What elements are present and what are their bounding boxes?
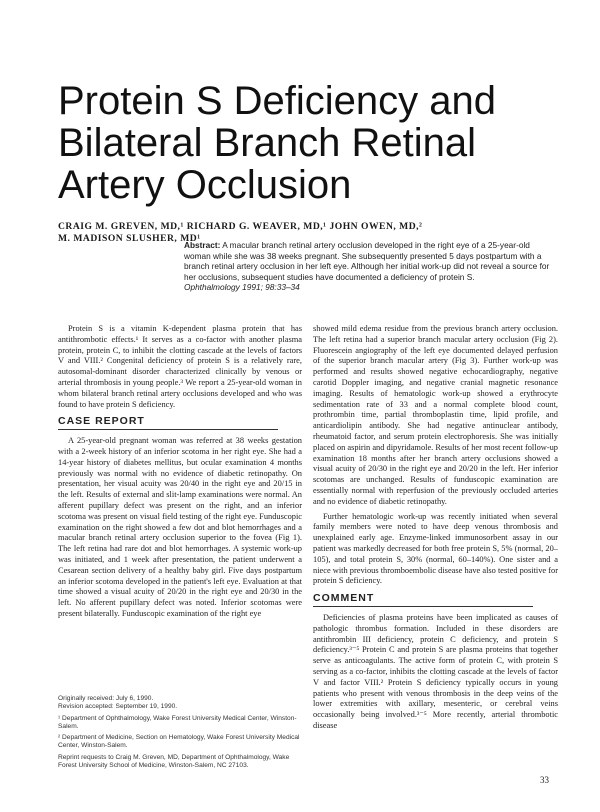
abstract [184, 240, 556, 293]
title-line-2: Bilateral Branch Retinal [58, 121, 476, 165]
title-line-1: Protein S Deficiency and [58, 79, 497, 123]
case-continued-paragraph: showed mild edema residue from the previous branch artery occlusion. The left retina had a superior branch macular artery occlusion (Fig 2). Fluorescein angiography of the left eye documented delayed perfusion of the superior branch macular artery (Fig 3). Further work-up was performed and results showed negative echocardiography, negative carotid Doppler imaging, and negative cranial magnetic resonance imaging. Results of hematologic work-up showed a erythrocyte sedimentation rate of 33 and a normal complete blood count, prothrombin time, partial thromboplastin time, lipid profile, and anticardiolipin antibody. She had negative antinuclear antibody, rheumatoid factor, and serum protein electrophoresis. She was initially placed on aspirin and dipyridamole. Results of her most recent follow-up examination 18 months after her branch artery occlusions showed a visual acuity of 20/30 in the right eye and 20/20 in the left. Her inferior scotomas are unchanged. Results of funduscopic examination are essentially normal with reperfusion of the previously occluded arteries and no evidence of diabetic retinopathy. [313, 324, 558, 506]
further-workup-paragraph: Further hematologic work-up was recently initiated when several family members were noted to have deep venous thrombosis and unexplained early age. Enzyme-linked immunosorbent assay in our patient was markedly decreased for both free protein S, 5% (normal, 20–105), and total protein S, 30% (normal, 60–140%). One sister and a niece with previous thromboembolic disease have also tested positive for protein S deficiency. [313, 511, 558, 586]
abstract-label: Abstract: [184, 240, 221, 250]
comment-paragraph: Deficiencies of plasma proteins have been implicated as causes of pathologic thrombus formation. Included in these disorders are antithrombin III deficiency, protein C deficiency, and protein S deficiency.³⁻⁵ Protein C and protein S are plasma proteins that together serve as anticoagulants. The active form of protein C, with protein S serving as a co-factor, inhibits the clotting cascade at the levels of factor V and factor VIII.² Protein S deficiency typically occurs in young patients who present with venous thrombosis in the deep veins of the lower extremities with axillary, mesenteric, or cerebral veins occasionally being involved.³⁻⁵ More recently, arterial thrombotic disease [313, 612, 558, 730]
abstract-text: A macular branch retinal artery occlusion developed in the right eye of a 25-year-old woman while she was 38 weeks pregnant. She subsequently presented 5 days postpartum with a branch retinal artery occlusion in her left eye. Although her initial work-up did not reveal a source for her occlusions, subsequent studies have documented a deficiency of protein S. [184, 240, 550, 282]
intro-paragraph: Protein S is a vitamin K-dependent plasma protein that has antithrombotic effects.¹ It serves as a co-factor with another plasma protein, protein C, to inhibit the clotting cascade at the levels of factors V and VIII.² Congenital deficiency of protein S is a relatively rare, autosomal-dominant disorder characterized clinically by venous or arterial thrombosis in young people.³ We report a 25-year-old woman in whom bilateral branch retinal artery occlusions developed and who was found to have protein S deficiency. [58, 324, 302, 409]
footnote-affiliation-1: ¹ Department of Ophthalmology, Wake Forest University Medical Center, Winston-Salem. [58, 714, 297, 730]
title-line-3: Artery Occlusion [58, 163, 352, 207]
authors-line-2: M. MADISON SLUSHER, MD¹ [58, 233, 201, 244]
footnote-affiliation-2: ² Department of Medicine, Section on Hematology, Wake Forest University Medical Center, Winston-Salem. [58, 734, 300, 750]
footnotes [58, 695, 302, 773]
case-report-paragraph: A 25-year-old pregnant woman was referred at 38 weeks gestation with a 2-week history of an inferior scotoma in her right eye. She had a 14-year history of diabetes mellitus, but ocular examination 4 months previously was normal with no evidence of diabetic retinopathy. On presentation, her visual acuity was 20/40 in the right eye and 20/15 in the left. Results of external and slit-lamp examinations were normal. An afferent pupillary defect was present on the right, and an inferior scotoma was present on visual field testing of the right eye. Funduscopic examination on the right showed a few dot and blot hemorrhages and a macular branch retinal artery occlusion superior to the fovea (Fig 1). The left retina had rare dot and blot hemorrhages. A systemic work-up was initiated, and 1 week after presentation, the patient underwent a Cesarean section delivery of a healthy baby girl. Five days postpartum an inferior scotoma developed in the patient's left eye. Evaluation at that time showed a visual acuity of 20/20 in the right eye and 20/30 in the left. No afferent pupillary defect was noted. Inferior scotomas were present bilaterally. Funduscopic examination of the right eye [58, 436, 302, 618]
page-number: 33 [540, 775, 549, 785]
footnote-received: Originally received: July 6, 1990. [58, 695, 154, 702]
authors-line-1: CRAIG M. GREVEN, MD,¹ RICHARD G. WEAVER, MD,¹ JOHN OWEN, MD,² [58, 221, 423, 232]
abstract-citation: Ophthalmology 1991; 98:33–34 [184, 282, 300, 293]
case-report-heading: CASE REPORT [58, 416, 278, 430]
footnote-reprints: Reprint requests to Craig M. Greven, MD, Department of Ophthalmology, Wake Forest University School of Medicine, Winston-Salem, NC 27103. [58, 753, 290, 770]
right-column [313, 324, 558, 736]
comment-heading: COMMENT [313, 593, 533, 607]
left-column [58, 324, 302, 624]
footnote-accepted: Revision accepted: September 19, 1990. [58, 703, 178, 711]
article-title [58, 80, 558, 206]
